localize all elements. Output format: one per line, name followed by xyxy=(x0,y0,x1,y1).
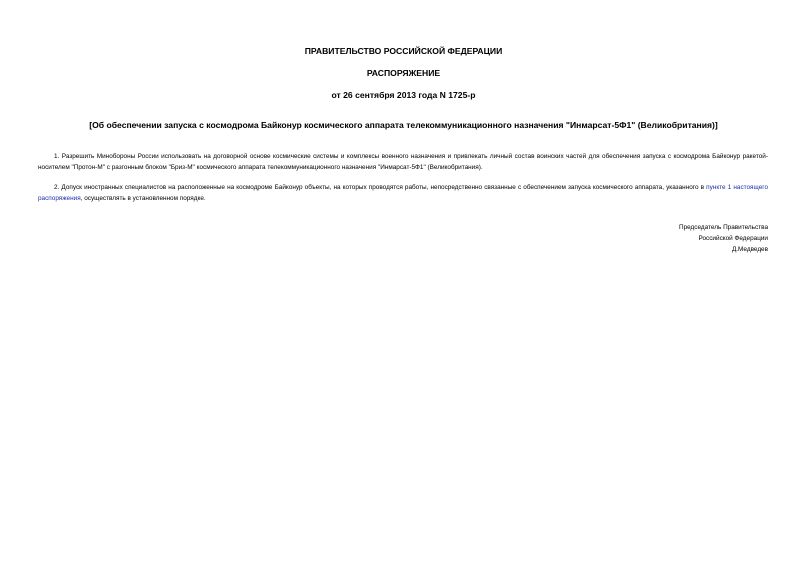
document-title: [Об обеспечении запуска с космодрома Байконур космического аппарата телекоммуникационного назначения "Инмарсат-5Ф1" (Великобритания)] xyxy=(89,120,718,130)
paragraph-2-text-after: , осуществлять в установленном порядке. xyxy=(80,194,206,202)
paragraph-1: 1. Разрешить Минобороны России использовать на договорной основе космические системы и комплексы военного назначения и привлекать личный состав воинских частей для обеспечения запуска с космодрома Байконур ракетой-носителем "Протон-М" с разгонным блоком "Бриз-М" космического аппарата телекоммуникационного назначения "Инмарсат-5Ф1" (Великобритания). xyxy=(38,153,768,171)
paragraph-2 xyxy=(38,183,768,204)
paragraph-2-text-before: 2. Допуск иностранных специалистов на расположенные на космодроме Байконур объекты, на которых проводятся работы, непосредственно связанные с обеспечением запуска космического аппарата, указанного в xyxy=(54,184,707,191)
signatory-position-line-2: Российской Федерации xyxy=(698,235,768,242)
document-date-number: от 26 сентября 2013 года N 1725-р xyxy=(331,90,476,100)
signature-block xyxy=(679,222,768,255)
document-type: РАСПОРЯЖЕНИЕ xyxy=(366,68,441,78)
issuing-authority: ПРАВИТЕЛЬСТВО РОССИЙСКОЙ ФЕДЕРАЦИИ xyxy=(304,46,503,56)
clause-1-link[interactable]: пункте 1 настоящего распоряжения xyxy=(38,184,769,202)
signatory-position-line-1: Председатель Правительства xyxy=(679,224,768,231)
signatory-name: Д.Медведев xyxy=(731,246,768,253)
